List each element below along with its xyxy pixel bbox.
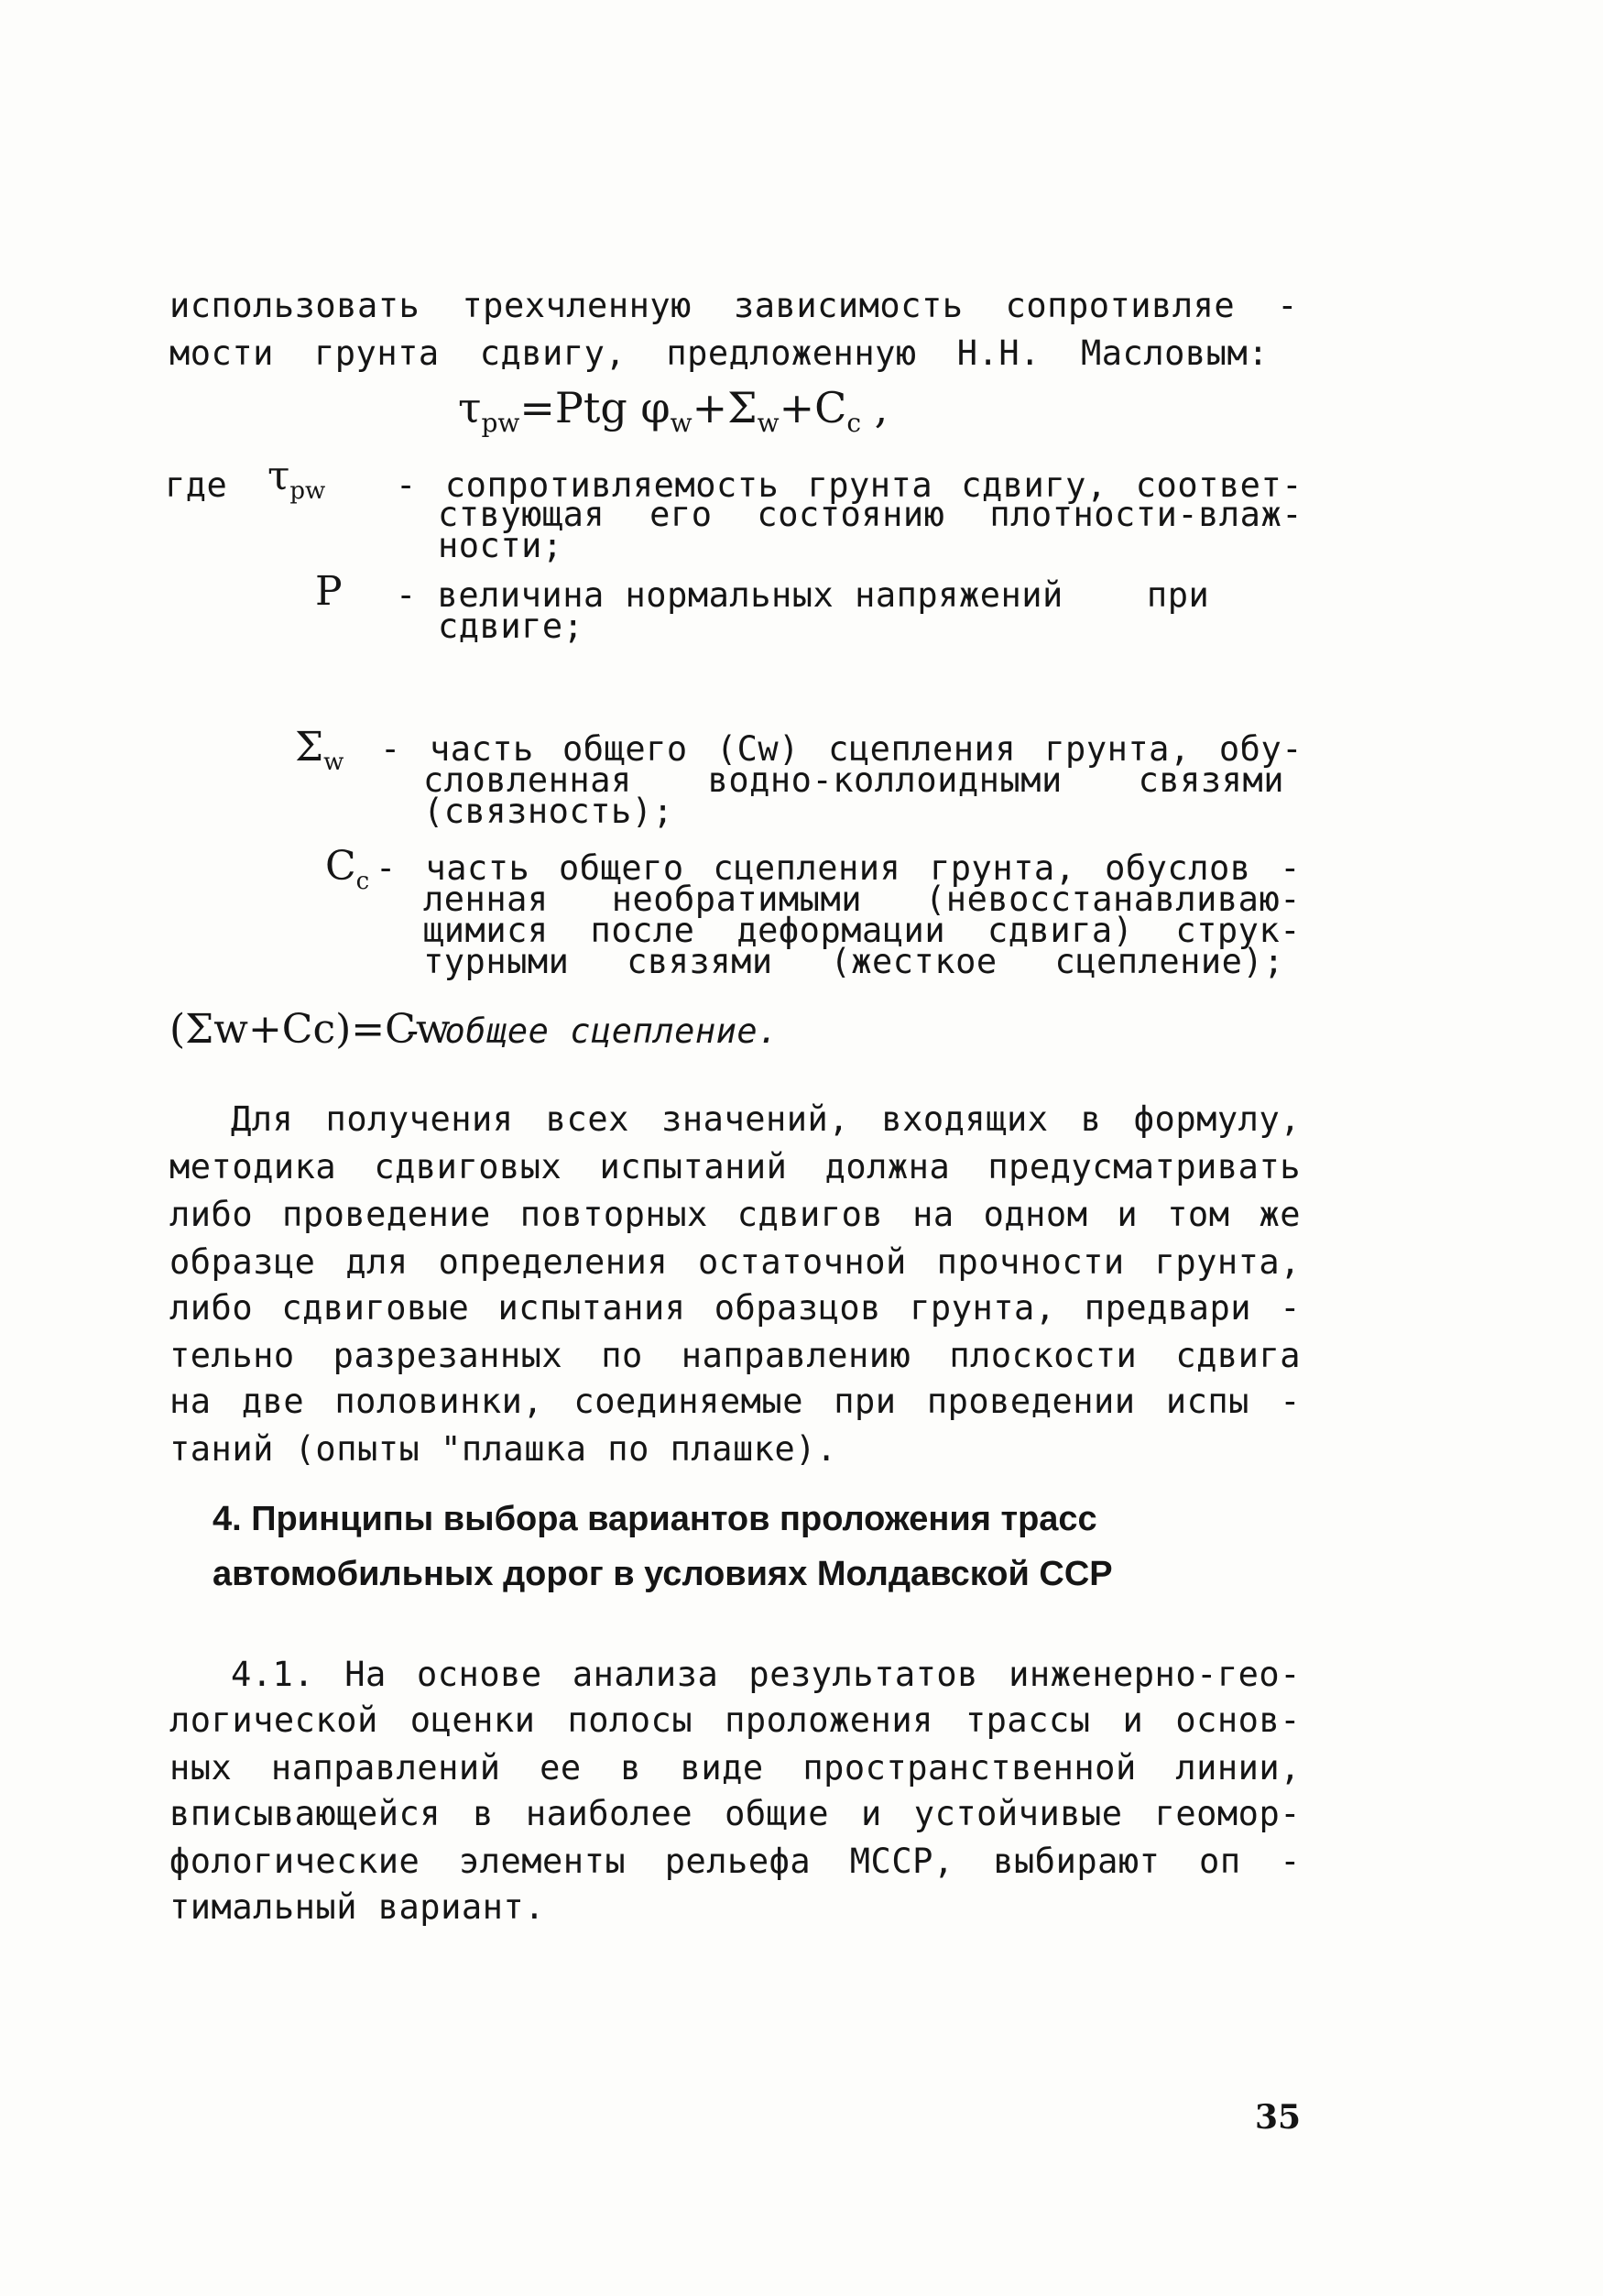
p-def-line-2: сдвиге; [438, 607, 584, 646]
heading-line-2: автомобильных дорог в условиях Молдавской ССР [213, 1555, 1113, 1593]
intro-line-2: мости грунта сдвигу, предложенную Н.Н. Масловым: [169, 333, 1269, 373]
para-line-4: образце для определения остаточной прочности грунта, [169, 1242, 1301, 1282]
tau-def-line-2: ствующая его состоянию плотности-влаж- [438, 495, 1303, 534]
para-line-1: Для получения всех значений, входящих в формулу, [231, 1099, 1301, 1139]
sigma-def-line-1: - часть общего (Cw) сцепления грунта, обу- [380, 729, 1303, 769]
sigma-def-line-3: (связность); [423, 792, 674, 831]
c-def-line-3: щимися после деформации сдвига) струк- [423, 911, 1301, 950]
c-symbol: $C_c$ [325, 843, 370, 895]
para-line-7: на две половинки, соединяемые при проведении испы - [169, 1382, 1301, 1421]
para-line-5: либо сдвиговые испытания образцов грунта, предвари - [169, 1288, 1301, 1328]
page-number: 35 [1255, 2098, 1302, 2137]
s41-line-6: тимальный вариант. [169, 1887, 545, 1927]
para-line-8: таний (опыты "плашка по плашке). [169, 1429, 837, 1469]
tau-def-line-3: ности; [438, 526, 563, 565]
where-label: где [165, 465, 228, 505]
c-def-line-2: ленная необратимыми (невосстанавливаю- [423, 880, 1301, 919]
total-cohesion-text: - общее сцепление. [403, 1011, 779, 1051]
c-def-line-1: - часть общего сцепления грунта, обуслов - [376, 848, 1301, 888]
tau-def-line-1: - сопротивляемость грунта сдвигу, соответ- [396, 465, 1303, 505]
s41-line-5: фологические элементы рельефа МССР, выбирают оп - [169, 1842, 1301, 1881]
c-def-line-4: турными связями (жесткое сцепление); [423, 942, 1284, 981]
p-symbol: P [315, 568, 343, 615]
shear-formula: $\tau_{pw}=Ptg$ $\varphi_w+\Sigma_w+C_c$ , [458, 383, 889, 439]
total-cohesion-symbol: (Σw+Cc)=Cw [169, 1006, 451, 1053]
s41-line-4: вписывающейся в наиболее общие и устойчивые геомор- [169, 1794, 1301, 1833]
para-line-3: либо проведение повторных сдвигов на одном и том же [169, 1195, 1301, 1234]
para-line-2: методика сдвиговых испытаний должна предусматривать [169, 1147, 1301, 1186]
s41-line-3: ных направлений ее в виде пространственной линии, [169, 1748, 1301, 1788]
p-def-line-1: - величина нормальных напряжений при [396, 575, 1210, 615]
intro-line-1: использовать трехчленную зависимость сопротивляе - [169, 286, 1298, 325]
heading-line-1: 4. Принципы выбора вариантов проложения трасс [213, 1500, 1097, 1538]
s41-line-2: логической оценки полосы проложения трассы и основ- [169, 1700, 1301, 1740]
s41-line-1: 4.1. На основе анализа результатов инженерно-гео- [231, 1655, 1301, 1694]
para-line-6: тельно разрезанных по направлению плоскости сдвига [169, 1336, 1301, 1375]
sigma-symbol: $\Sigma_w$ [295, 724, 344, 776]
tau-symbol: $\tau_{pw}$ [267, 453, 326, 505]
section-heading [213, 1492, 1220, 1602]
sigma-def-line-2: словленная водно-коллоидными связями [423, 760, 1284, 800]
